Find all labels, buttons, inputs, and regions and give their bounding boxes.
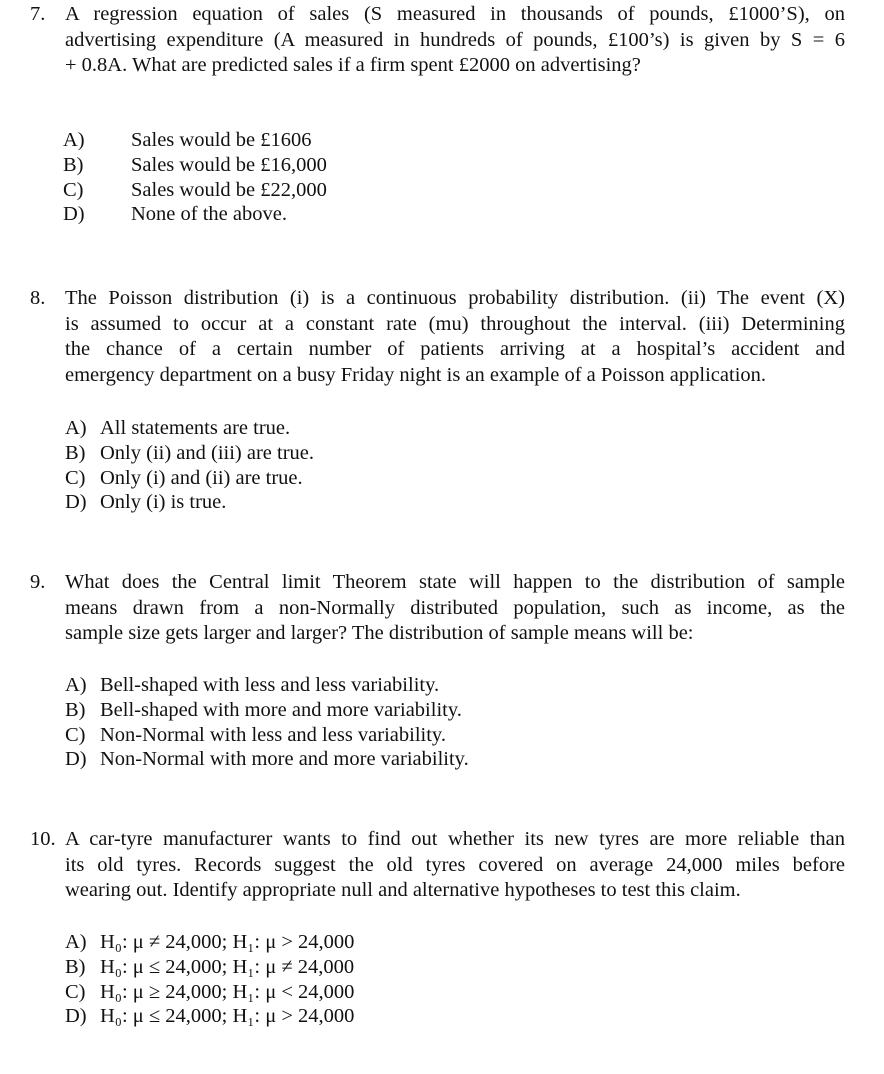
- option-letter: D): [65, 491, 87, 514]
- answer-options: [65, 673, 469, 772]
- question-number: 9.: [30, 571, 46, 593]
- option-letter: D): [65, 748, 87, 771]
- option-d: [65, 1004, 354, 1029]
- option-letter: B): [63, 153, 84, 176]
- option-text: Only (ii) and (iii) are true.: [100, 441, 315, 464]
- option-a: [63, 128, 327, 153]
- answer-options: [65, 416, 314, 515]
- option-letter: C): [65, 466, 86, 489]
- option-text: Only (i) and (ii) are true.: [100, 466, 303, 489]
- option-b: [65, 441, 314, 466]
- option-letter: A): [65, 931, 87, 953]
- option-text: Only (i) is true.: [100, 491, 227, 514]
- question-text: [65, 2, 845, 79]
- option-text: Non-Normal with more and more variability.: [100, 748, 469, 771]
- option-text: All statements are true.: [100, 417, 291, 439]
- option-text: H₀: μ ≤ 24,000; H₁: μ ≠ 24,000: [100, 955, 355, 978]
- option-letter: C): [63, 178, 84, 201]
- question-line: emergency department on a busy Friday night is an example of a Poisson application.: [65, 363, 767, 386]
- option-b: [65, 698, 469, 723]
- question-number: 7.: [30, 3, 46, 25]
- option-d: [65, 747, 469, 772]
- option-text: H₀: μ ≥ 24,000; H₁: μ < 24,000: [100, 980, 355, 1003]
- option-d: [63, 202, 327, 227]
- question-line: A car-tyre manufacturer wants to find out whether its new tyres are more reliable than: [65, 828, 845, 850]
- question-number: 8.: [30, 287, 46, 309]
- option-c: [65, 980, 354, 1005]
- question-line: + 0.8A. What are predicted sales if a firm spent £2000 on advertising?: [65, 54, 641, 76]
- answer-options: [65, 930, 354, 1029]
- question-text: [65, 827, 845, 904]
- option-text: Sales would be £1606: [131, 129, 312, 151]
- option-letter: B): [65, 698, 86, 721]
- option-c: [65, 466, 314, 491]
- option-letter: B): [65, 441, 86, 464]
- option-a: [65, 673, 469, 698]
- question-line: A regression equation of sales (S measured in thousands of pounds, £1000’S), on: [65, 3, 845, 25]
- option-c: [63, 178, 327, 203]
- answer-options: [63, 128, 327, 227]
- question-line: the chance of a certain number of patients arriving at a hospital’s accident and: [65, 338, 845, 360]
- question-number: 10.: [30, 828, 56, 850]
- question-line: wearing out. Identify appropriate null and alternative hypotheses to test this claim.: [65, 879, 741, 901]
- option-text: None of the above.: [131, 203, 287, 226]
- option-c: [65, 723, 469, 748]
- option-letter: A): [63, 129, 85, 151]
- option-letter: D): [65, 1005, 87, 1028]
- option-a: [65, 930, 354, 955]
- option-text: H₀: μ ≠ 24,000; H₁: μ > 24,000: [100, 931, 355, 953]
- question-line: sample size gets larger and larger? The distribution of sample means will be:: [65, 622, 694, 644]
- question-line: What does the Central limit Theorem state will happen to the distribution of sample: [65, 571, 845, 593]
- question-line: means drawn from a non-Normally distributed population, such as income, as the: [65, 596, 845, 619]
- question-line: advertising expenditure (A measured in hundreds of pounds, £100’s) is given by S = 6: [65, 28, 845, 51]
- question-line: The Poisson distribution (i) is a continuous probability distribution. (ii) The event (X): [65, 287, 845, 309]
- question-line: its old tyres. Records suggest the old tyres covered on average 24,000 miles before: [65, 853, 845, 876]
- option-text: Sales would be £16,000: [131, 153, 327, 176]
- option-letter: A): [65, 417, 87, 439]
- option-letter: B): [65, 955, 86, 978]
- option-d: [65, 490, 314, 515]
- question-text: [65, 286, 845, 388]
- option-letter: D): [63, 203, 85, 226]
- question-line: is assumed to occur at a constant rate (mu) throughout the interval. (iii) Determining: [65, 312, 845, 335]
- option-letter: C): [65, 723, 86, 746]
- option-a: [65, 416, 314, 441]
- option-b: [65, 955, 354, 980]
- question-text: [65, 570, 845, 647]
- option-letter: A): [65, 674, 87, 696]
- option-text: Bell-shaped with less and less variability.: [100, 674, 440, 696]
- option-b: [63, 153, 327, 178]
- option-text: Sales would be £22,000: [131, 178, 327, 201]
- option-text: H₀: μ ≤ 24,000; H₁: μ > 24,000: [100, 1005, 355, 1028]
- option-text: Bell-shaped with more and more variability.: [100, 698, 462, 721]
- option-letter: C): [65, 980, 86, 1003]
- option-text: Non-Normal with less and less variability.: [100, 723, 446, 746]
